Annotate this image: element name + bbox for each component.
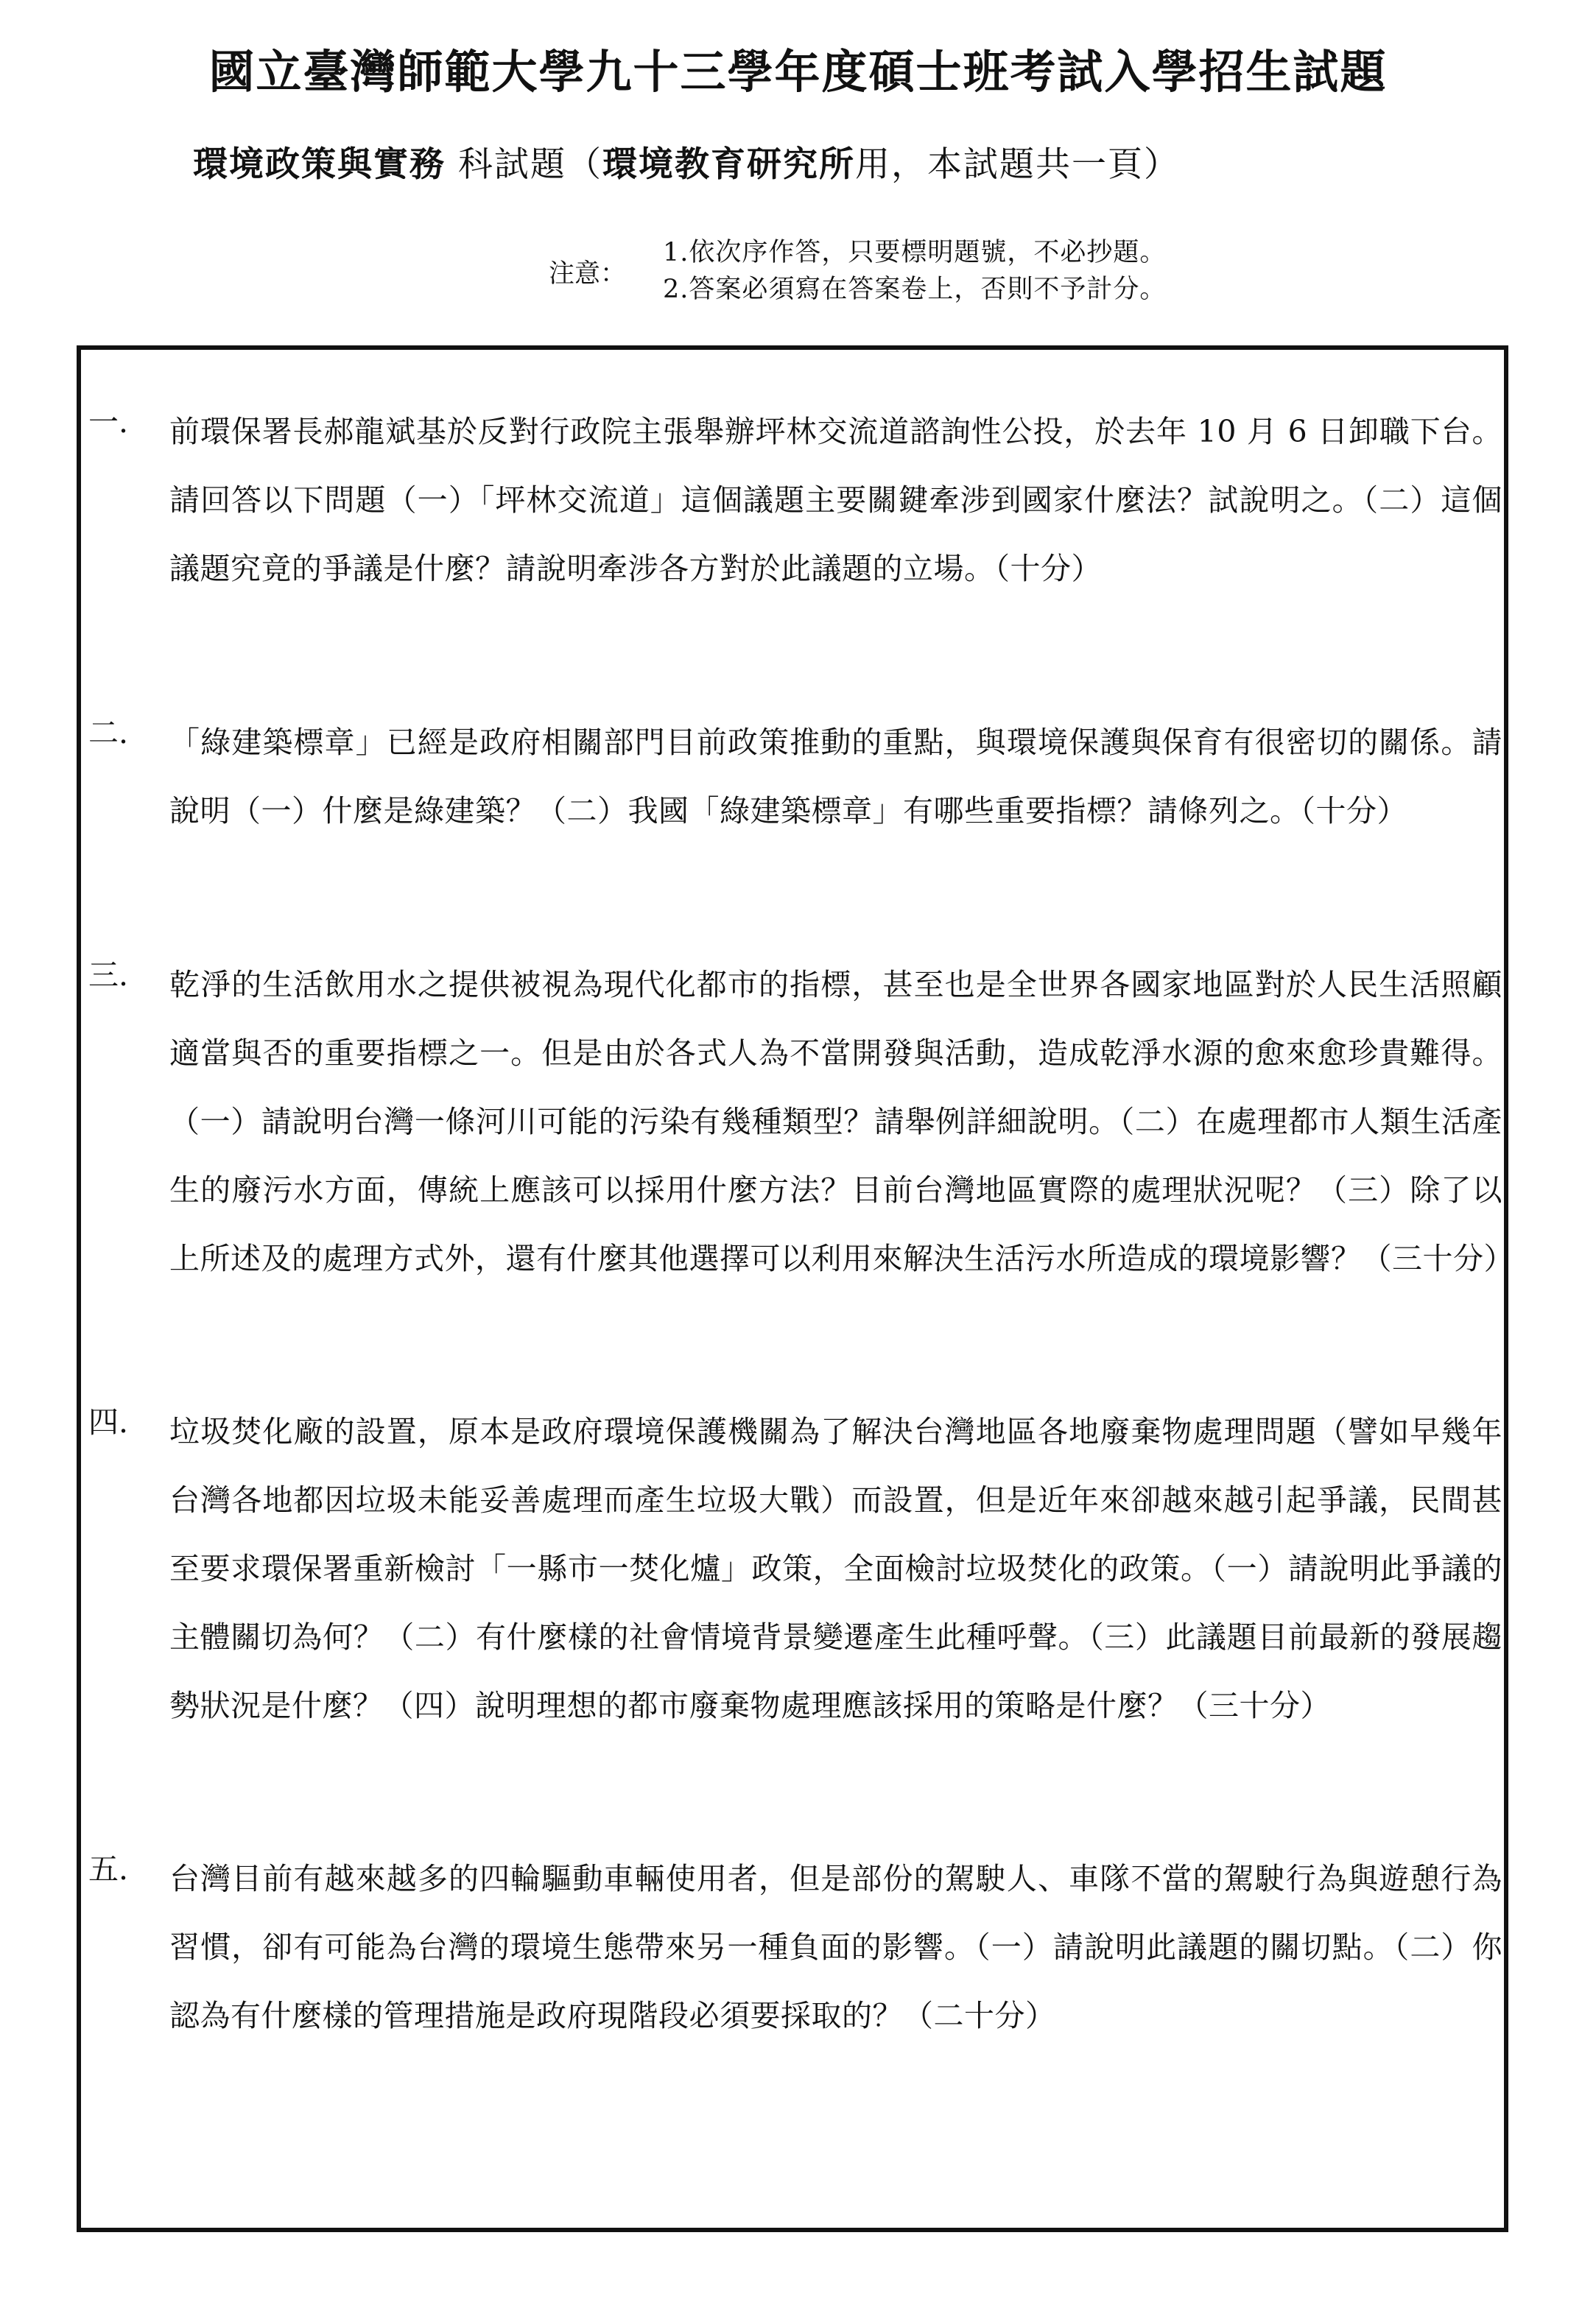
question-text: 垃圾焚化廠的設置，原本是政府環境保護機關為了解決台灣地區各地廢棄物處理問題（譬如早幾年台灣各地都因垃圾未能妥善處理而產生垃圾大戰）而設置，但是近年來卻越來越引起爭議，民間甚至要求環保署重新檢討「一縣市一焚化爐」政策，全面檢討垃圾焚化的政策。（一）請說明此爭議的主體關切為何？（二）有什麼樣的社會情境背景變遷產生此種呼聲。（三）此議題目前最新的發展趨勢狀況是什麼？（四）說明理想的都市廢棄物處理應該採用的策略是什麼？（三十分） (169, 1414, 1502, 1723)
scope-note: 用，本試題共一頁） (854, 144, 1180, 185)
question-2 (88, 708, 1502, 845)
question-text: 台灣目前有越來越多的四輪驅動車輛使用者，但是部份的駕駛人、車隊不當的駕駛行為與遊憩行為習慣，卻有可能為台灣的環境生態帶來另一種負面的影響。（一）請說明此議題的關切點。（二）你認為有什麼樣的管理措施是政府現階段必須要採取的？（二十分） (169, 1861, 1502, 2033)
notice-list (663, 234, 1355, 308)
exam-subtitle (193, 141, 1445, 189)
question-5 (88, 1845, 1502, 2050)
question-text: 前環保署長郝龍斌基於反對行政院主張舉辦坪林交流道諮詢性公投，於去年 10 月 6 日卸職下台。請回答以下問題（一）「坪林交流道」這個議題主要關鍵牽涉到國家什麼法？試說明之。（二）這個議題究竟的爭議是什麼？請說明牽涉各方對於此議題的立場。（十分） (169, 414, 1502, 586)
subject-suffix: 科試題（ (446, 144, 602, 185)
question-number: 二. (88, 715, 129, 750)
notice-label: 注意： (549, 259, 627, 289)
question-3 (88, 951, 1514, 1293)
notice-item: 1.依次序作答，只要標明題號，不必抄題。 (663, 238, 1167, 267)
institute-name: 環境教育研究所 (602, 144, 855, 185)
question-number: 一. (88, 404, 129, 440)
notice-item: 2.答案必須寫在答案卷上，否則不予計分。 (663, 275, 1167, 304)
question-text: 乾淨的生活飲用水之提供被視為現代化都市的指標，甚至也是全世界各國家地區對於人民生活照顧適當與否的重要指標之一。但是由於各式人為不當開發與活動，造成乾淨水源的愈來愈珍貴難得。（一）請說明台灣一條河川可能的污染有幾種類型？請舉例詳細說明。（二）在處理都市人類生活產生的廢污水方面，傳統上應該可以採用什麼方法？目前台灣地區實際的處理狀況呢？（三）除了以上所述及的處理方式外，還有什麼其他選擇可以利用來解決生活污水所造成的環境影響？（三十分） (169, 967, 1514, 1276)
question-4 (88, 1398, 1502, 1740)
question-number: 三. (88, 957, 129, 993)
question-number: 五. (88, 1851, 129, 1887)
question-1 (88, 398, 1502, 603)
question-text: 「綠建築標章」已經是政府相關部門目前政策推動的重點，與環境保護與保育有很密切的關係。請說明（一）什麼是綠建築？（二）我國「綠建築標章」有哪些重要指標？請條列之。（十分） (169, 725, 1502, 828)
question-number: 四. (88, 1404, 129, 1440)
exam-title: 國立臺灣師範大學九十三學年度碩士班考試入學招生試題 (208, 45, 1388, 99)
subject-name: 環境政策與實務 (193, 144, 446, 185)
